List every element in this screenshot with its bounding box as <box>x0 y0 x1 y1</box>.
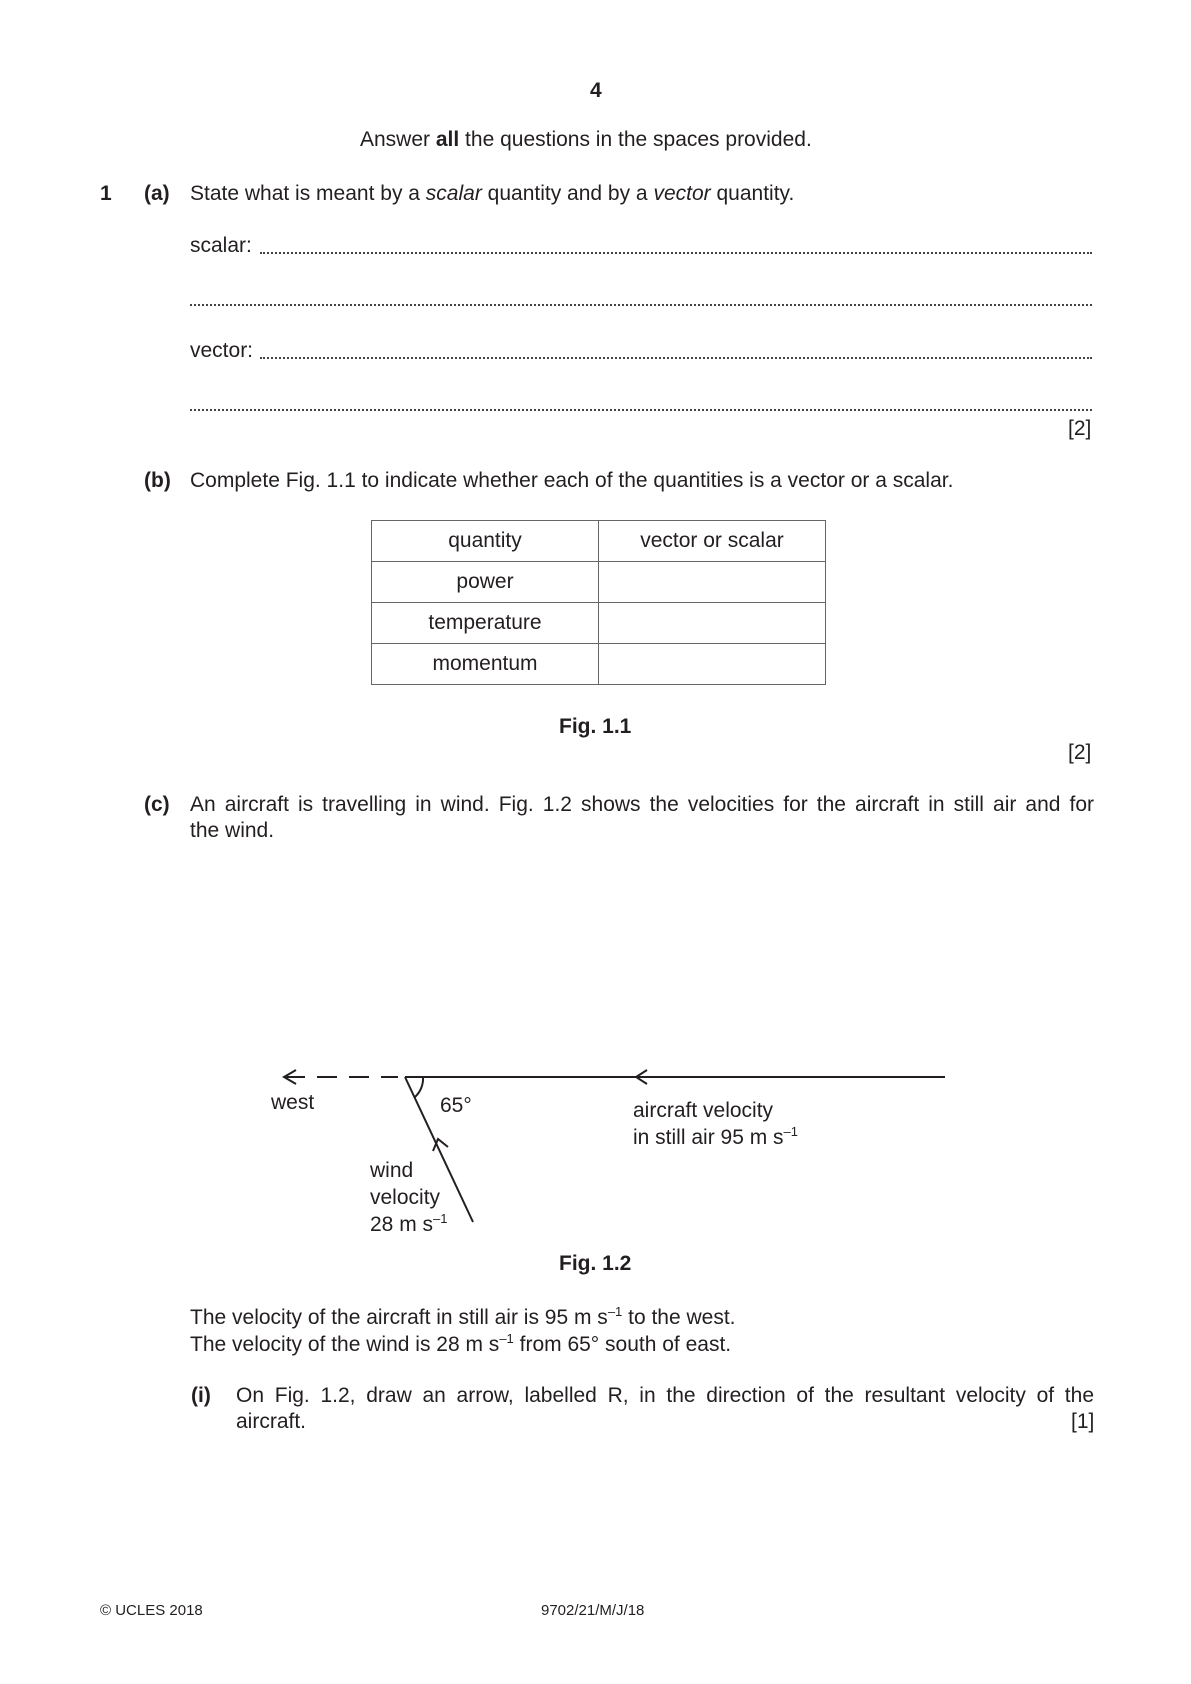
table-row <box>372 644 826 685</box>
part-c-text-line-2: the wind. <box>190 819 275 842</box>
footer-code: 9702/21/M/J/18 <box>541 1602 645 1619</box>
table-header-row <box>372 521 826 562</box>
table-cell-quantity: momentum <box>372 644 599 685</box>
table-header-quantity: quantity <box>372 521 599 562</box>
part-i-text-line-1: On Fig. 1.2, draw an arrow, labelled R, in the direction of the resultant velocity of the <box>236 1384 1094 1407</box>
part-a-text-mid: quantity and by a <box>481 182 654 205</box>
part-a-text <box>190 183 794 204</box>
instruction-bold: all <box>435 128 460 151</box>
table-cell-answer[interactable] <box>599 562 826 603</box>
vector-answer-line-1[interactable] <box>260 357 1092 359</box>
part-i-label: (i) <box>191 1384 211 1407</box>
aircraft-velocity-label-1: aircraft velocity <box>633 1099 774 1122</box>
part-a-text-pre: State what is meant by a <box>190 182 426 205</box>
part-b-text: Complete Fig. 1.1 to indicate whether each of the quantities is a vector or a scalar. <box>190 469 954 492</box>
vector-word: vector <box>653 182 711 205</box>
vector-answer-line-2[interactable] <box>190 409 1092 411</box>
west-label: west <box>271 1091 315 1114</box>
fig-1-1-label: Fig. 1.1 <box>559 715 632 738</box>
info-line-2 <box>190 1331 732 1356</box>
footer-copyright: © UCLES 2018 <box>100 1602 203 1619</box>
table-cell-answer[interactable] <box>599 644 826 685</box>
part-a-label: (a) <box>144 182 170 205</box>
aircraft-velocity-label-2 <box>633 1124 799 1149</box>
fig-1-2-label: Fig. 1.2 <box>559 1252 632 1275</box>
angle-label: 65° <box>440 1094 472 1117</box>
scalar-answer-line-1[interactable] <box>260 252 1092 254</box>
info-line-2-post: from 65° south of east. <box>513 1333 732 1356</box>
info-line-2-pre: The velocity of the wind is 28 m s <box>190 1333 500 1356</box>
angle-arc <box>415 1077 423 1097</box>
info-line-1-post: to the west. <box>622 1306 736 1329</box>
page-number: 4 <box>590 79 602 102</box>
info-line-2-exponent: –1 <box>499 1331 514 1346</box>
wind-arrowhead <box>433 1139 448 1151</box>
aircraft-velocity-value: in still air 95 m s <box>633 1126 784 1149</box>
wind-velocity-unit-exponent: –1 <box>433 1211 448 1226</box>
wind-label-1: wind <box>370 1159 414 1182</box>
part-c-text-line-1: An aircraft is travelling in wind. Fig. 1.2 shows the velocities for the aircraft in still air and for <box>190 793 1094 816</box>
instruction-post: the questions in the spaces provided. <box>459 128 812 151</box>
part-b-label: (b) <box>144 469 171 492</box>
table-cell-quantity: power <box>372 562 599 603</box>
scalar-answer-line-2[interactable] <box>190 304 1092 306</box>
table-header-vector-or-scalar: vector or scalar <box>599 521 826 562</box>
aircraft-velocity-unit-exponent: –1 <box>783 1124 799 1139</box>
part-a-text-post: quantity. <box>710 182 795 205</box>
part-c-label: (c) <box>144 793 170 816</box>
info-line-1 <box>190 1304 736 1329</box>
wind-label-3 <box>370 1211 448 1236</box>
table-cell-quantity: temperature <box>372 603 599 644</box>
part-a-marks: [2] <box>1068 417 1092 440</box>
vector-label: vector: <box>190 339 254 362</box>
wind-velocity-value: 28 m s <box>370 1213 434 1236</box>
part-b-marks: [2] <box>1068 741 1092 764</box>
aircraft-arrowhead <box>636 1070 647 1084</box>
west-arrowhead <box>284 1070 296 1084</box>
question-number: 1 <box>100 182 112 205</box>
info-line-1-pre: The velocity of the aircraft in still air is 95 m s <box>190 1306 608 1329</box>
part-i-marks: [1] <box>1071 1410 1095 1433</box>
table-row <box>372 562 826 603</box>
part-i-text-line-2: aircraft. <box>236 1410 307 1433</box>
info-line-1-exponent: –1 <box>607 1304 623 1319</box>
instruction <box>360 129 812 150</box>
table-cell-answer[interactable] <box>599 603 826 644</box>
fig-1-1-table <box>371 520 826 685</box>
wind-label-2: velocity <box>370 1186 441 1209</box>
scalar-word: scalar <box>425 182 482 205</box>
instruction-pre: Answer <box>360 128 436 151</box>
scalar-label: scalar: <box>190 234 252 257</box>
table-row <box>372 603 826 644</box>
